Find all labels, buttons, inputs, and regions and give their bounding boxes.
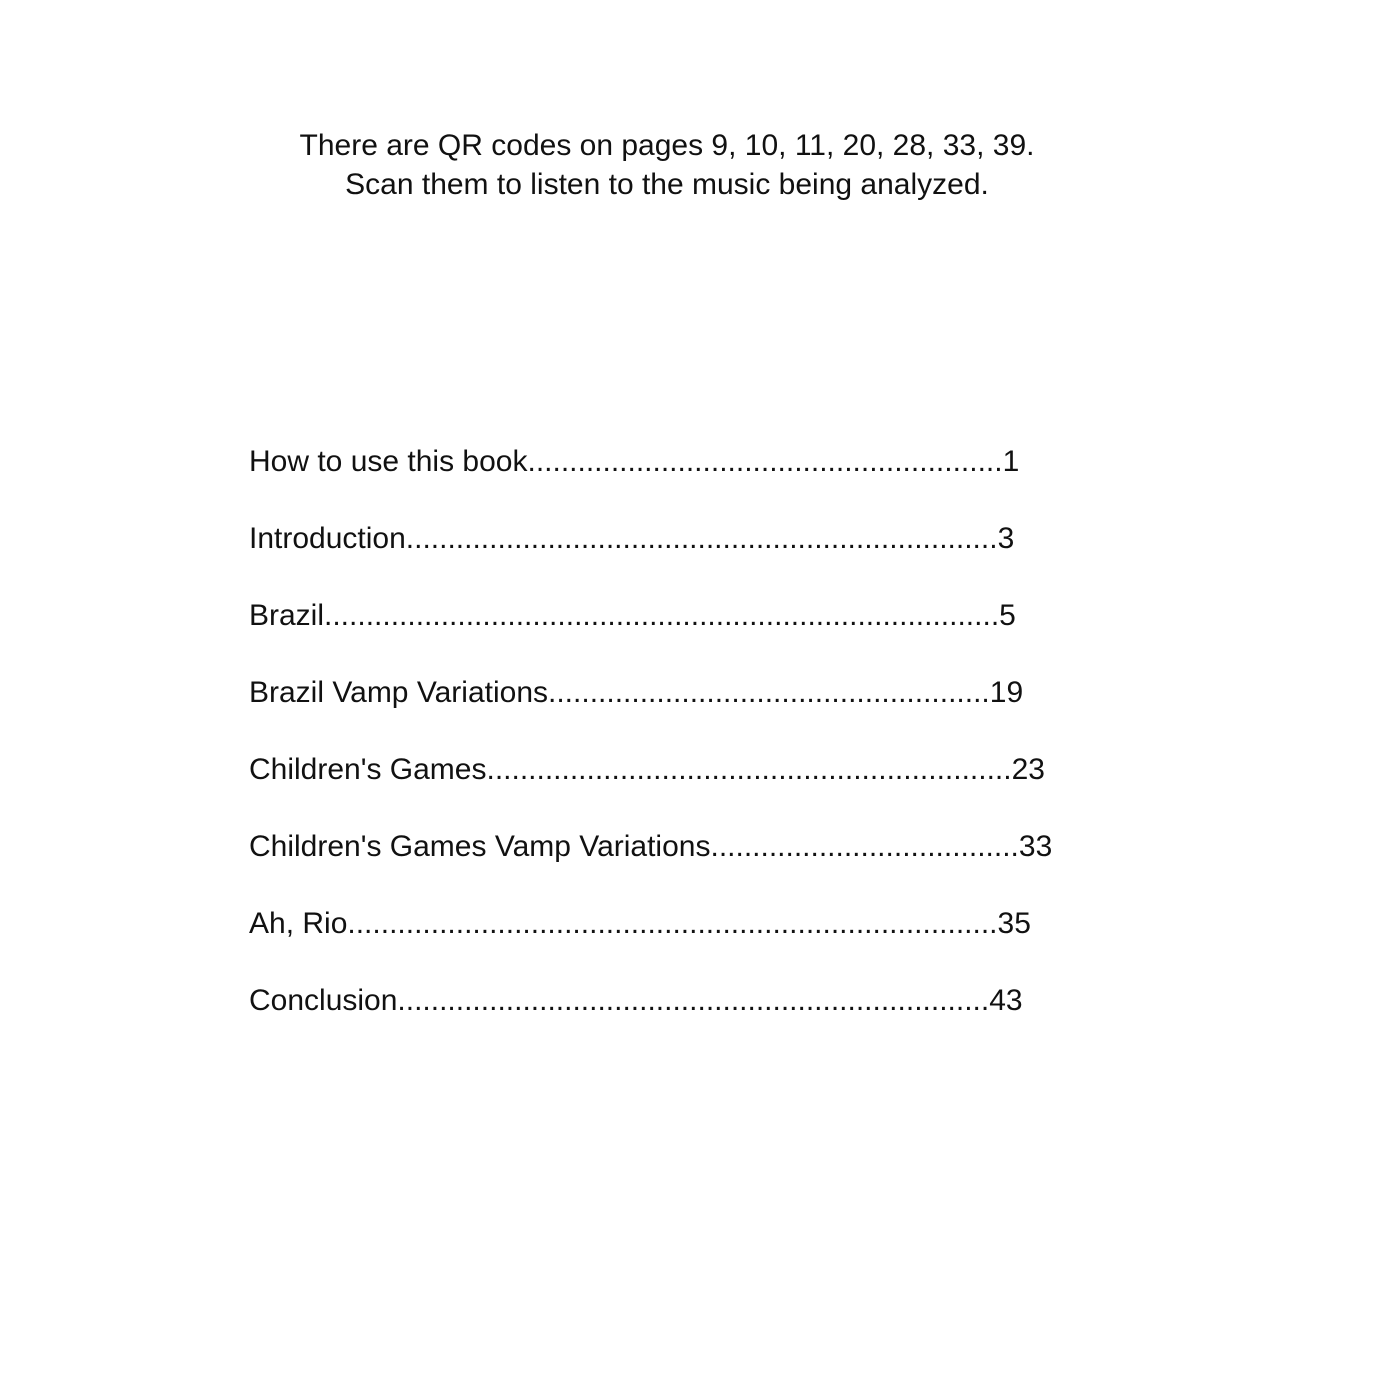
qr-note-line-2: Scan them to listen to the music being analyzed. xyxy=(345,168,989,201)
toc-leader-dots: ......................................................... xyxy=(527,445,1003,478)
toc-entry-title: Brazil xyxy=(249,599,325,632)
toc-entry-page: 3 xyxy=(997,522,1015,555)
qr-note-line-1: There are QR codes on pages 9, 10, 11, 20, 28, 33, 39. xyxy=(299,129,1035,162)
toc-leader-dots: ....................................................................... xyxy=(405,522,998,555)
toc-leader-dots: .............................................................................. xyxy=(347,907,998,940)
toc-entry xyxy=(249,672,1149,749)
toc-entry-title: Children's Games Vamp Variations xyxy=(249,830,711,863)
toc-entry-title: Conclusion xyxy=(249,984,398,1017)
toc-entry xyxy=(249,749,1149,826)
toc-leader-dots: ............................................................... xyxy=(486,753,1012,786)
toc-leader-dots: ................................................................................. xyxy=(324,599,1000,632)
toc-entry xyxy=(249,980,1149,1057)
toc-leader-dots: ....................................................................... xyxy=(397,984,990,1017)
toc-leader-dots: ..................................... xyxy=(710,830,1019,863)
toc-entry-title: Introduction xyxy=(249,522,406,555)
table-of-contents xyxy=(249,441,1149,1057)
toc-entry xyxy=(249,518,1149,595)
toc-entry xyxy=(249,903,1149,980)
toc-entry-page: 19 xyxy=(989,676,1024,709)
toc-entry xyxy=(249,595,1149,672)
toc-entry-title: Ah, Rio xyxy=(249,907,348,940)
toc-entry-page: 23 xyxy=(1011,753,1045,786)
toc-entry-page: 35 xyxy=(997,907,1031,940)
toc-entry-title: Brazil Vamp Variations xyxy=(249,676,549,709)
toc-entry-page: 43 xyxy=(989,984,1023,1017)
toc-entry xyxy=(249,441,1149,518)
toc-entry-title: Children's Games xyxy=(249,753,487,786)
qr-code-note xyxy=(0,126,1334,204)
toc-entry xyxy=(249,826,1149,903)
toc-entry-page: 1 xyxy=(1002,445,1020,478)
toc-entry-page: 5 xyxy=(999,599,1016,632)
toc-leader-dots: ..................................................... xyxy=(548,676,990,709)
toc-entry-page: 33 xyxy=(1018,830,1053,863)
toc-entry-title: How to use this book xyxy=(249,445,528,478)
